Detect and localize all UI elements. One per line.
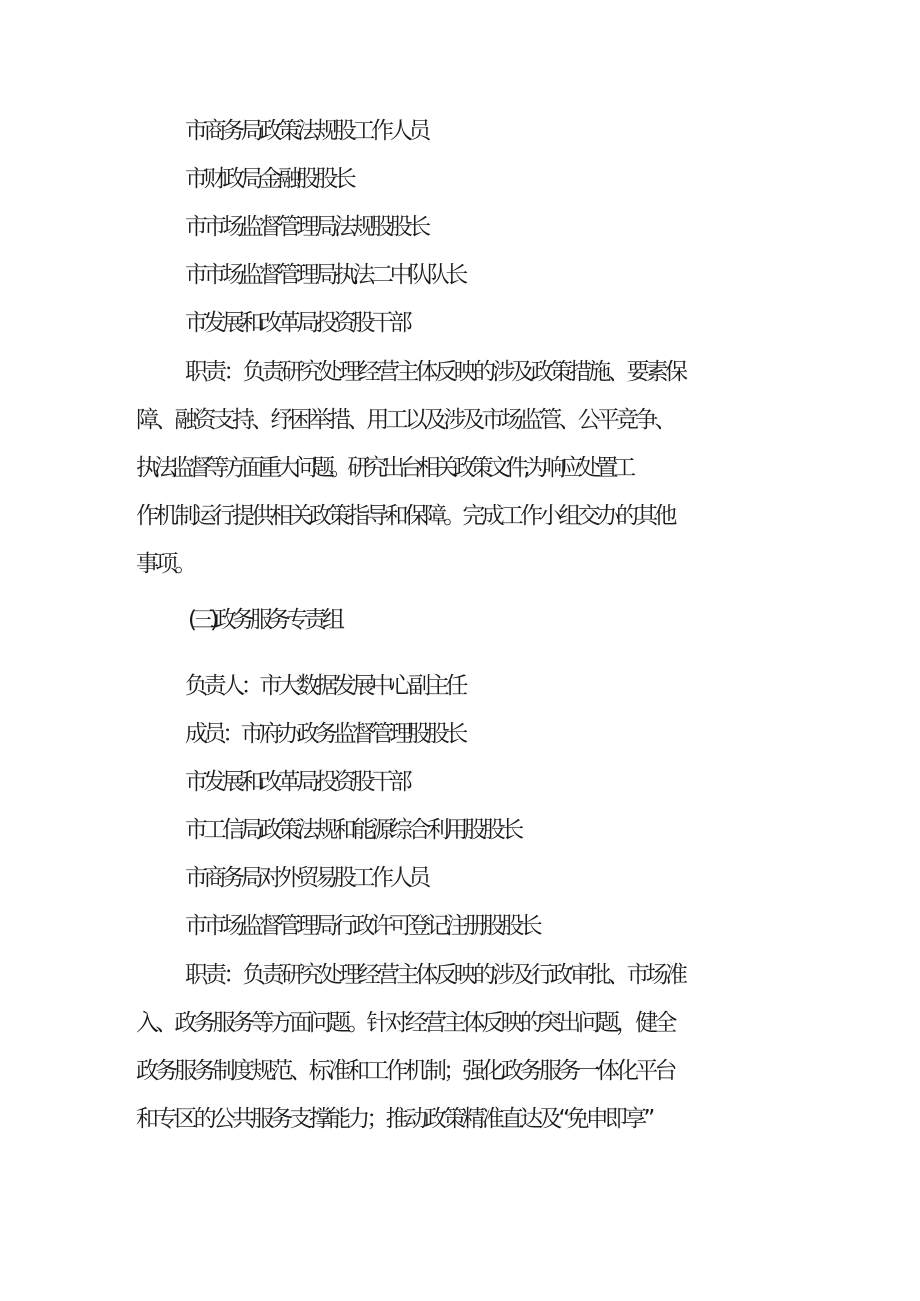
section-heading: (三)政务服务专责组 bbox=[188, 607, 340, 633]
duties-line: 入、政务服务等方面问题。针对经营主体反映的突出问题，健全 bbox=[136, 1010, 674, 1036]
member-line: 市市场监督管理局行政许可登记注册股股长 bbox=[185, 913, 539, 939]
member-line: 市商务局政策法规股工作人员 bbox=[185, 118, 427, 144]
duties-line: 政务服务制度规范、标准和工作机制；强化政务服务一体化平台 bbox=[136, 1058, 674, 1084]
member-line: 成员：市府办政务监督管理股股长 bbox=[185, 721, 465, 747]
duties-line: 事项。 bbox=[136, 551, 194, 577]
duties-line: 障、融资支持、纾困举措、用工以及涉及市场监管、公平竞争、 bbox=[136, 407, 674, 433]
member-line: 市工信局政策法规和能源综合利用股股长 bbox=[185, 817, 520, 843]
leader-line: 负责人：市大数据发展中心副主任 bbox=[185, 673, 465, 699]
member-line: 市商务局对外贸易股工作人员 bbox=[185, 865, 427, 891]
duties-line: 职责：负责研究处理经营主体反映的涉及行政审批、市场准 bbox=[185, 962, 685, 988]
member-line: 市市场监督管理局执法二中队队长 bbox=[185, 262, 465, 288]
duties-line: 职责：负责研究处理经营主体反映的涉及政策措施、要素保 bbox=[185, 359, 685, 385]
duties-line: 和专区的公共服务支撑能力；推动政策精准直达及“免申即享” bbox=[136, 1106, 652, 1132]
duties-line: 执法监督等方面重大问题。研究出台相关政策文件,为响应处置工 bbox=[136, 455, 631, 481]
member-line: 市发展和改革局投资股干部 bbox=[185, 769, 409, 795]
duties-line: 作机制运行提供相关政策指导和保障。完成工作小组交办的其他 bbox=[136, 503, 674, 529]
member-line: 市发展和改革局投资股干部 bbox=[185, 310, 409, 336]
member-line: 市财政局金融股股长 bbox=[185, 166, 353, 192]
member-line: 市市场监督管理局法规股股长 bbox=[185, 214, 427, 240]
